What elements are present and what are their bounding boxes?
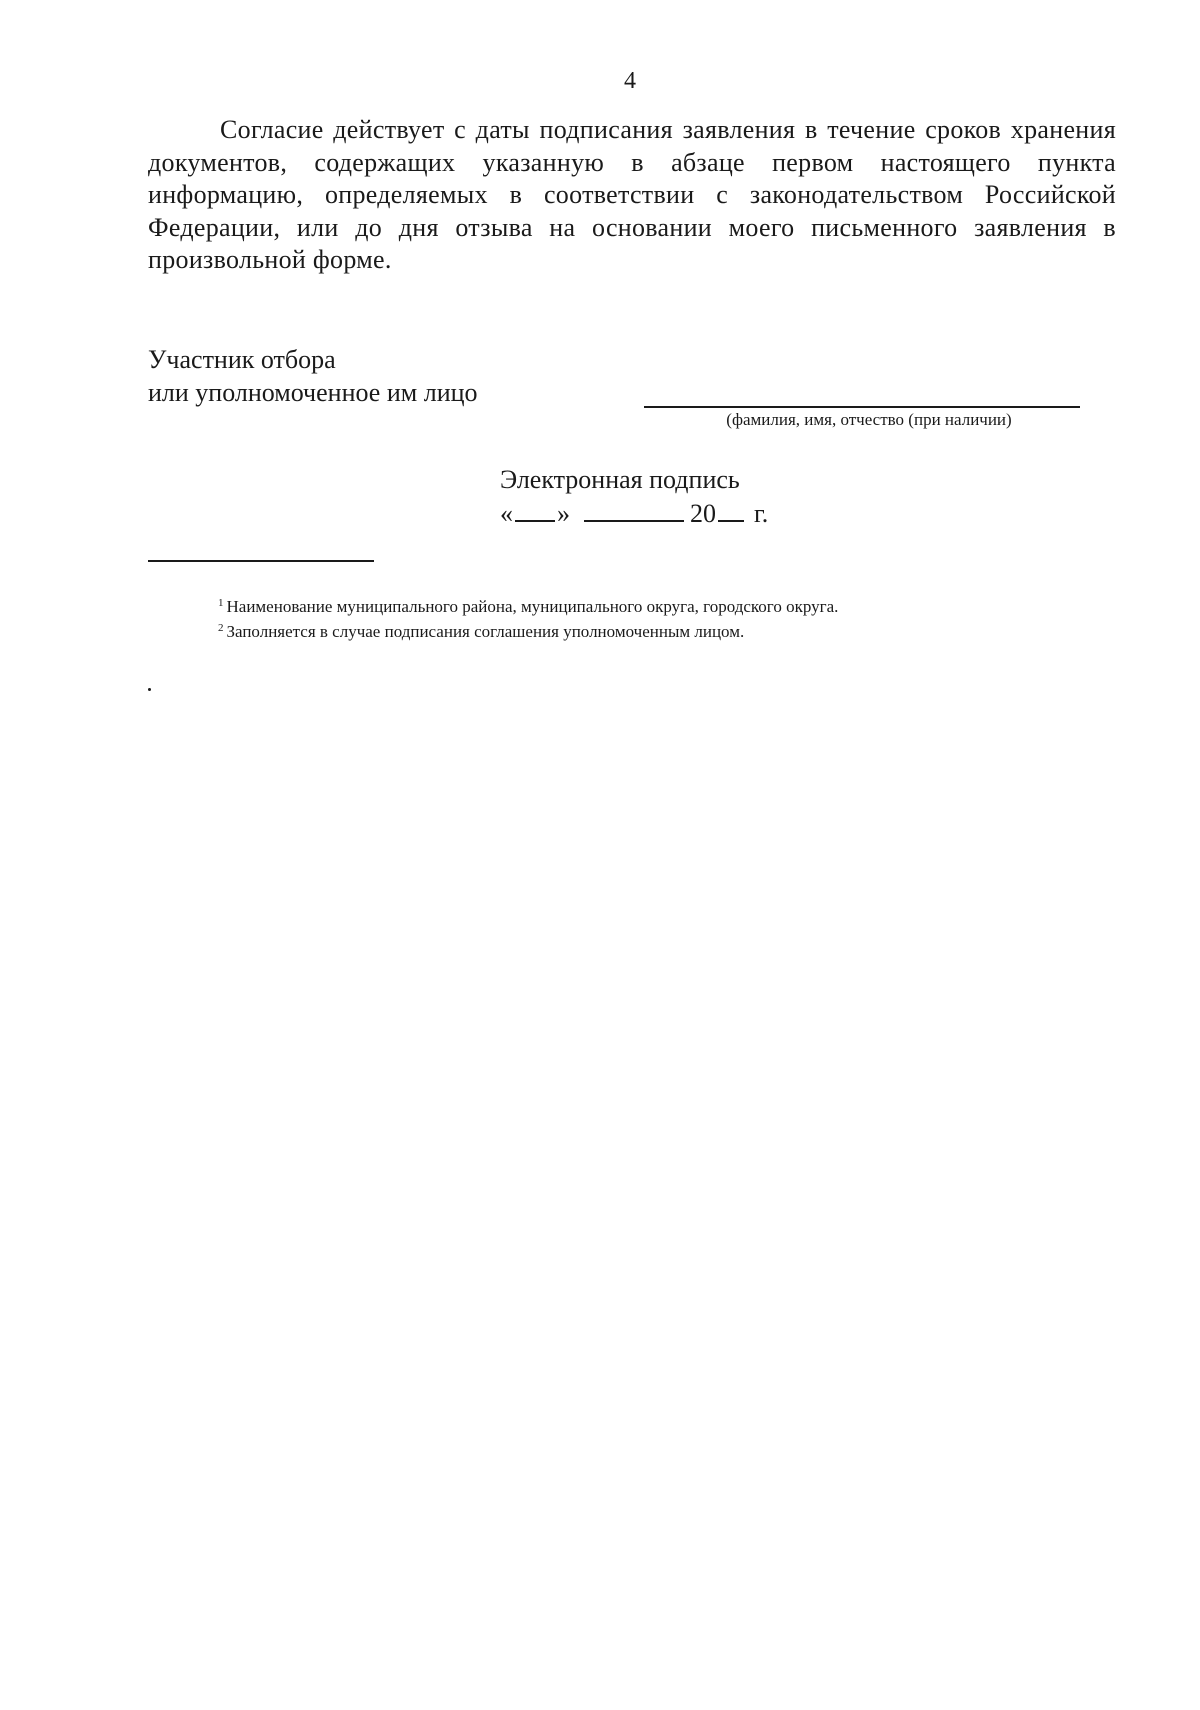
year-suffix: г.: [754, 499, 769, 528]
year-blank: [718, 498, 744, 522]
signer-block: [148, 343, 478, 409]
footnote-2-mark: 2: [218, 622, 224, 634]
footnote-2: [218, 619, 838, 644]
signer-line-1: Участник отбора: [148, 345, 336, 374]
electronic-signature-label: Электронная подпись: [500, 465, 740, 494]
signature-caption: (фамилия, имя, отчество (при наличии): [726, 410, 1012, 429]
year-prefix: 20: [690, 499, 716, 528]
date-line: [500, 498, 768, 529]
footnotes: [218, 594, 838, 644]
date-open-quote: «: [500, 499, 513, 528]
footnote-1-mark: 1: [218, 597, 224, 609]
month-blank: [584, 498, 684, 522]
footnote-separator: [148, 560, 374, 562]
signature-line: [644, 406, 1080, 408]
footnote-1: [218, 594, 838, 619]
signer-line-2: или уполномоченное им лицо: [148, 378, 478, 407]
day-blank: [515, 498, 555, 522]
footnote-1-text: Наименование муниципального района, муниципального округа, городского округа.: [226, 597, 839, 616]
consent-paragraph: Согласие действует с даты подписания заявления в течение сроков хранения документов, содержащих указанную в абзаце первом настоящего пункта информацию, определяемых в соответствии с законодательством Российской Федерации, или до дня отзыва на основании моего письменного заявления в произвольной форме.: [148, 115, 1116, 274]
footnote-2-text: Заполняется в случае подписания соглашения уполномоченным лицом.: [226, 622, 745, 641]
date-close-quote: »: [557, 499, 570, 528]
scan-speck: [148, 688, 151, 691]
page-number: 4: [624, 68, 636, 94]
